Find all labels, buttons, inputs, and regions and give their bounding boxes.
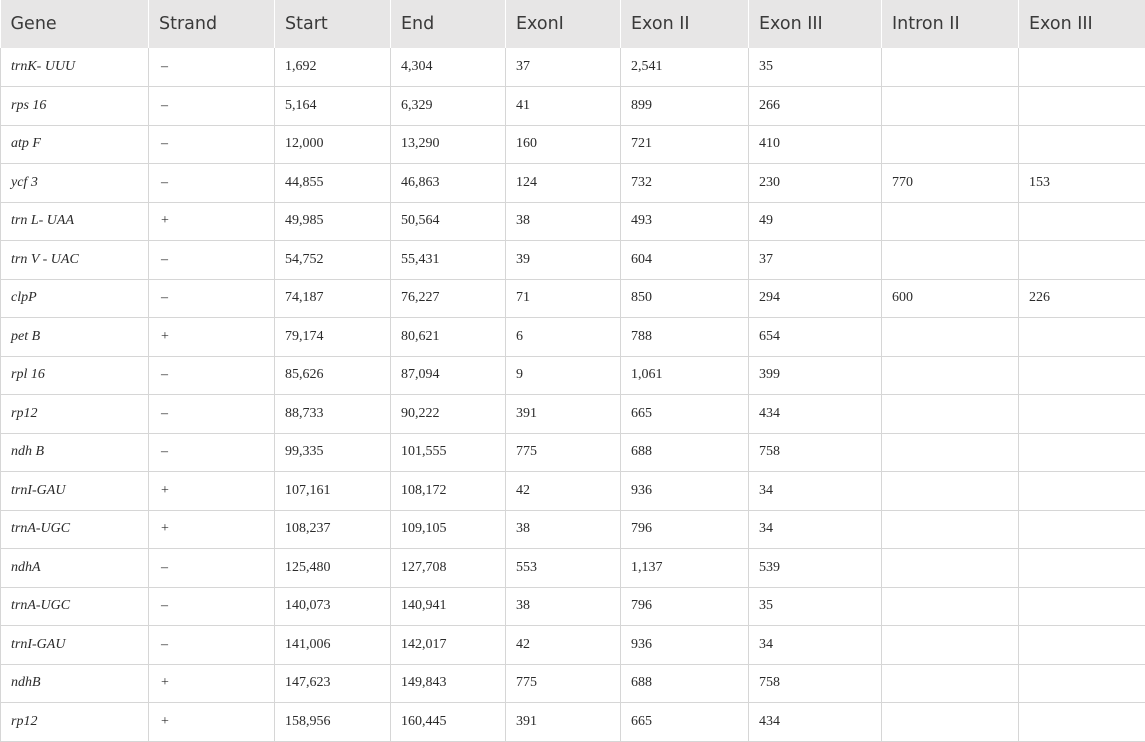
cell-intron-2 <box>882 703 1019 742</box>
cell-strand: – <box>149 279 275 318</box>
cell-gene: ndh B <box>1 433 149 472</box>
cell-exon-3-second <box>1019 318 1145 357</box>
cell-strand: – <box>149 48 275 87</box>
cell-strand: – <box>149 125 275 164</box>
cell-exon-1: 42 <box>506 626 621 665</box>
cell-exon-1: 38 <box>506 510 621 549</box>
cell-gene: pet B <box>1 318 149 357</box>
cell-exon-2: 688 <box>621 433 749 472</box>
cell-end: 149,843 <box>391 664 506 703</box>
cell-exon-3-second <box>1019 703 1145 742</box>
cell-start: 12,000 <box>275 125 391 164</box>
cell-gene: ndhB <box>1 664 149 703</box>
cell-start: 49,985 <box>275 202 391 241</box>
cell-gene: ycf 3 <box>1 164 149 203</box>
cell-exon-1: 38 <box>506 202 621 241</box>
cell-start: 85,626 <box>275 356 391 395</box>
cell-intron-2 <box>882 472 1019 511</box>
cell-exon-3: 434 <box>749 395 882 434</box>
cell-end: 101,555 <box>391 433 506 472</box>
table-row <box>1 472 1145 511</box>
cell-start: 108,237 <box>275 510 391 549</box>
cell-exon-1: 391 <box>506 703 621 742</box>
cell-exon-3: 758 <box>749 433 882 472</box>
cell-start: 141,006 <box>275 626 391 665</box>
cell-strand: – <box>149 549 275 588</box>
cell-exon-3: 434 <box>749 703 882 742</box>
cell-exon-3-second <box>1019 664 1145 703</box>
cell-exon-3-second <box>1019 587 1145 626</box>
table-row <box>1 626 1145 665</box>
table-header <box>1 0 1145 48</box>
cell-strand: + <box>149 472 275 511</box>
cell-exon-2: 796 <box>621 587 749 626</box>
cell-exon-2: 796 <box>621 510 749 549</box>
cell-intron-2 <box>882 664 1019 703</box>
cell-strand: – <box>149 395 275 434</box>
cell-intron-2 <box>882 510 1019 549</box>
cell-end: 90,222 <box>391 395 506 434</box>
cell-exon-2: 850 <box>621 279 749 318</box>
cell-end: 108,172 <box>391 472 506 511</box>
table-row <box>1 356 1145 395</box>
cell-intron-2 <box>882 202 1019 241</box>
cell-exon-3-second <box>1019 48 1145 87</box>
cell-exon-2: 936 <box>621 626 749 665</box>
cell-intron-2 <box>882 587 1019 626</box>
header-exon-3: Exon III <box>749 0 882 48</box>
cell-start: 74,187 <box>275 279 391 318</box>
cell-exon-3: 34 <box>749 510 882 549</box>
cell-gene: clpP <box>1 279 149 318</box>
cell-exon-3: 34 <box>749 472 882 511</box>
cell-exon-3-second: 153 <box>1019 164 1145 203</box>
cell-end: 55,431 <box>391 241 506 280</box>
cell-intron-2 <box>882 241 1019 280</box>
cell-exon-1: 775 <box>506 664 621 703</box>
cell-strand: – <box>149 433 275 472</box>
cell-exon-3-second <box>1019 241 1145 280</box>
cell-start: 88,733 <box>275 395 391 434</box>
cell-strand: – <box>149 587 275 626</box>
cell-exon-3-second <box>1019 87 1145 126</box>
cell-exon-3-second <box>1019 510 1145 549</box>
cell-strand: + <box>149 202 275 241</box>
cell-end: 80,621 <box>391 318 506 357</box>
table-row <box>1 48 1145 87</box>
cell-end: 109,105 <box>391 510 506 549</box>
cell-gene: rpl 16 <box>1 356 149 395</box>
header-gene: Gene <box>1 0 149 48</box>
cell-gene: atp F <box>1 125 149 164</box>
cell-exon-3: 37 <box>749 241 882 280</box>
cell-exon-3-second <box>1019 202 1145 241</box>
cell-start: 5,164 <box>275 87 391 126</box>
cell-exon-1: 38 <box>506 587 621 626</box>
cell-end: 6,329 <box>391 87 506 126</box>
cell-exon-1: 42 <box>506 472 621 511</box>
cell-exon-1: 71 <box>506 279 621 318</box>
cell-start: 99,335 <box>275 433 391 472</box>
table-row <box>1 395 1145 434</box>
cell-exon-3: 266 <box>749 87 882 126</box>
cell-exon-2: 721 <box>621 125 749 164</box>
cell-end: 160,445 <box>391 703 506 742</box>
table-row <box>1 202 1145 241</box>
table-body <box>1 48 1145 741</box>
cell-end: 87,094 <box>391 356 506 395</box>
cell-gene: trnI-GAU <box>1 472 149 511</box>
cell-exon-2: 665 <box>621 395 749 434</box>
cell-exon-3-second: 226 <box>1019 279 1145 318</box>
header-start: Start <box>275 0 391 48</box>
table-row <box>1 703 1145 742</box>
cell-exon-3-second <box>1019 472 1145 511</box>
cell-start: 158,956 <box>275 703 391 742</box>
cell-gene: trnI-GAU <box>1 626 149 665</box>
header-exon-3-second: Exon III <box>1019 0 1145 48</box>
cell-start: 79,174 <box>275 318 391 357</box>
table-row <box>1 549 1145 588</box>
header-exon-2: Exon II <box>621 0 749 48</box>
cell-gene: trn V - UAC <box>1 241 149 280</box>
cell-exon-2: 788 <box>621 318 749 357</box>
cell-gene: trnA-UGC <box>1 587 149 626</box>
cell-exon-3: 654 <box>749 318 882 357</box>
cell-exon-3: 230 <box>749 164 882 203</box>
table-row <box>1 510 1145 549</box>
cell-exon-3: 34 <box>749 626 882 665</box>
cell-exon-3: 758 <box>749 664 882 703</box>
cell-gene: rp12 <box>1 395 149 434</box>
cell-exon-3-second <box>1019 549 1145 588</box>
cell-start: 54,752 <box>275 241 391 280</box>
cell-exon-1: 553 <box>506 549 621 588</box>
cell-strand: – <box>149 626 275 665</box>
cell-intron-2 <box>882 433 1019 472</box>
cell-exon-1: 391 <box>506 395 621 434</box>
cell-intron-2 <box>882 87 1019 126</box>
table-row <box>1 587 1145 626</box>
cell-exon-2: 688 <box>621 664 749 703</box>
cell-exon-2: 2,541 <box>621 48 749 87</box>
cell-exon-1: 160 <box>506 125 621 164</box>
cell-intron-2 <box>882 48 1019 87</box>
cell-exon-3-second <box>1019 626 1145 665</box>
table-row <box>1 433 1145 472</box>
cell-exon-3: 539 <box>749 549 882 588</box>
cell-exon-3: 35 <box>749 587 882 626</box>
cell-exon-3: 399 <box>749 356 882 395</box>
table-row <box>1 164 1145 203</box>
cell-exon-3: 35 <box>749 48 882 87</box>
cell-gene: trn L- UAA <box>1 202 149 241</box>
cell-exon-2: 665 <box>621 703 749 742</box>
cell-start: 140,073 <box>275 587 391 626</box>
cell-intron-2 <box>882 549 1019 588</box>
table-row <box>1 318 1145 357</box>
cell-strand: + <box>149 664 275 703</box>
cell-exon-1: 9 <box>506 356 621 395</box>
cell-exon-2: 936 <box>621 472 749 511</box>
cell-exon-3-second <box>1019 125 1145 164</box>
cell-gene: rp12 <box>1 703 149 742</box>
cell-exon-2: 899 <box>621 87 749 126</box>
cell-end: 127,708 <box>391 549 506 588</box>
cell-intron-2 <box>882 395 1019 434</box>
cell-strand: + <box>149 510 275 549</box>
table-row <box>1 125 1145 164</box>
cell-gene: trnK- UUU <box>1 48 149 87</box>
table-row <box>1 241 1145 280</box>
cell-exon-2: 493 <box>621 202 749 241</box>
header-end: End <box>391 0 506 48</box>
table-row <box>1 279 1145 318</box>
cell-intron-2 <box>882 626 1019 665</box>
cell-intron-2: 600 <box>882 279 1019 318</box>
cell-intron-2 <box>882 318 1019 357</box>
cell-end: 76,227 <box>391 279 506 318</box>
cell-end: 13,290 <box>391 125 506 164</box>
header-row <box>1 0 1145 48</box>
cell-strand: – <box>149 241 275 280</box>
cell-gene: ndhA <box>1 549 149 588</box>
cell-exon-3: 410 <box>749 125 882 164</box>
cell-exon-2: 604 <box>621 241 749 280</box>
cell-exon-2: 1,137 <box>621 549 749 588</box>
cell-end: 140,941 <box>391 587 506 626</box>
cell-gene: rps 16 <box>1 87 149 126</box>
cell-strand: – <box>149 164 275 203</box>
cell-start: 44,855 <box>275 164 391 203</box>
cell-exon-1: 41 <box>506 87 621 126</box>
cell-strand: – <box>149 356 275 395</box>
table-row <box>1 664 1145 703</box>
header-strand: Strand <box>149 0 275 48</box>
cell-exon-3: 294 <box>749 279 882 318</box>
cell-intron-2 <box>882 356 1019 395</box>
cell-exon-3-second <box>1019 356 1145 395</box>
cell-end: 50,564 <box>391 202 506 241</box>
cell-exon-1: 775 <box>506 433 621 472</box>
cell-intron-2: 770 <box>882 164 1019 203</box>
cell-intron-2 <box>882 125 1019 164</box>
cell-exon-3-second <box>1019 395 1145 434</box>
cell-exon-2: 1,061 <box>621 356 749 395</box>
cell-strand: + <box>149 318 275 357</box>
cell-start: 107,161 <box>275 472 391 511</box>
cell-exon-1: 124 <box>506 164 621 203</box>
header-exon-1: ExonI <box>506 0 621 48</box>
cell-strand: + <box>149 703 275 742</box>
cell-end: 46,863 <box>391 164 506 203</box>
cell-start: 147,623 <box>275 664 391 703</box>
header-intron-2: Intron II <box>882 0 1019 48</box>
cell-gene: trnA-UGC <box>1 510 149 549</box>
cell-end: 4,304 <box>391 48 506 87</box>
cell-end: 142,017 <box>391 626 506 665</box>
cell-exon-2: 732 <box>621 164 749 203</box>
cell-exon-1: 39 <box>506 241 621 280</box>
cell-start: 1,692 <box>275 48 391 87</box>
cell-exon-3-second <box>1019 433 1145 472</box>
table-row <box>1 87 1145 126</box>
cell-exon-1: 37 <box>506 48 621 87</box>
cell-strand: – <box>149 87 275 126</box>
cell-exon-1: 6 <box>506 318 621 357</box>
cell-start: 125,480 <box>275 549 391 588</box>
cell-exon-3: 49 <box>749 202 882 241</box>
